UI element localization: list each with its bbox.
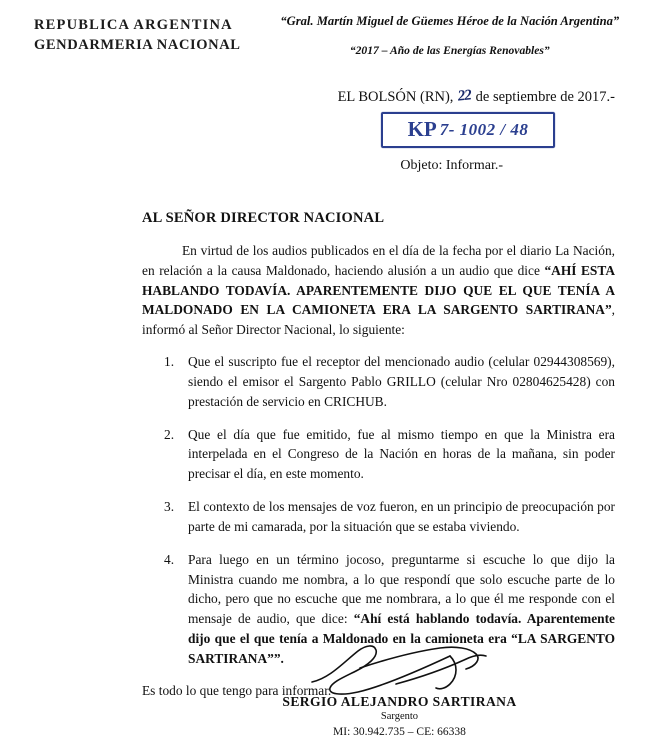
closing-line: Es todo lo que tengo para informar. (142, 682, 332, 698)
place-date-suffix: de septiembre de 2017.- (475, 89, 615, 105)
registry-stamp (381, 112, 555, 148)
stamp-container (34, 112, 641, 148)
handwritten-signature-icon (300, 638, 500, 700)
mottos-block (241, 14, 641, 57)
handwritten-day: 22 (457, 87, 472, 105)
list-item-quote: “Ahí está hablando todavía. Aparentemente dijo que el que tenía a Maldonado en la camioneta era “LA SARGENTO SARTIRANA””. (188, 611, 615, 666)
document-header (34, 14, 641, 57)
organization-line-1: REPUBLICA ARGENTINA (34, 17, 233, 33)
motto-primary: “Gral. Martín Miguel de Güemes Héroe de la Nación Argentina” (280, 14, 620, 28)
place-date-line (34, 89, 641, 106)
signature-block (0, 638, 669, 738)
list-item-text: Para luego en un término jocoso, preguntarme si escuche lo que dijo la Ministra cuando me nombra, a lo que respondí que solo escuche parte de lo dicho, pero que no escuche que me nombrara, a lo que él me responde con el mensaje de audio, que dice: (188, 551, 615, 627)
intro-part-2: , informó al Señor Director Nacional, lo siguiente: (142, 302, 615, 338)
list-item-text: Que el suscripto fue el receptor del mencionado audio (celular 02944308569), siendo el emisor el Sargento Pablo GRILLO (celular Nro 02804625428) con prestación de servicio en CRICHUB. (188, 354, 615, 409)
addressee-line: AL SEÑOR DIRECTOR NACIONAL (142, 210, 385, 226)
list-item-text: El contexto de los mensajes de voz fueron, en un principio de preocupación por parte de mi camarada, por la situación que se estaba viviendo. (188, 499, 615, 534)
signer-rank: Sargento (380, 711, 419, 722)
list-item (164, 425, 615, 484)
stamp-number: 7- 1002 / 48 (439, 119, 529, 139)
numbered-list (142, 352, 615, 669)
list-item (164, 352, 615, 411)
subject-line: Objeto: Informar.- (400, 158, 503, 173)
organization-line-2: GENDARMERIA NACIONAL (34, 36, 241, 53)
motto-secondary: “2017 – Año de las Energías Renovables” (349, 44, 550, 57)
intro-quote: “AHÍ ESTA HABLANDO TODAVÍA. APARENTEMENTE DIJO QUE EL QUE TENÍA A MALDONADO EN LA CAMIONETA ERA LA SARGENTO SARTIRANA” (142, 262, 615, 318)
intro-part-1: En virtud de los audios publicados en el día de la fecha por el diario La Nación, en relación a la causa Maldonado, haciendo alusión a un audio que dice (142, 243, 615, 278)
place-date-prefix: EL BOLSÓN (RN), (337, 89, 454, 105)
intro-paragraph (142, 241, 615, 340)
list-item (164, 497, 615, 537)
stamp-prefix: KP (407, 117, 437, 141)
signer-name: SERGIO ALEJANDRO SARTIRANA (282, 694, 517, 709)
organization-block (34, 14, 241, 55)
signer-id: MI: 30.942.735 – CE: 66338 (333, 726, 466, 738)
list-item-text: Que el día que fue emitido, fue al mismo tiempo en que la Ministra era interpelada en el Congreso de la Nación en horas de la mañana, sin poder precisar el día, en este momento. (188, 426, 615, 482)
document-body (34, 241, 641, 669)
